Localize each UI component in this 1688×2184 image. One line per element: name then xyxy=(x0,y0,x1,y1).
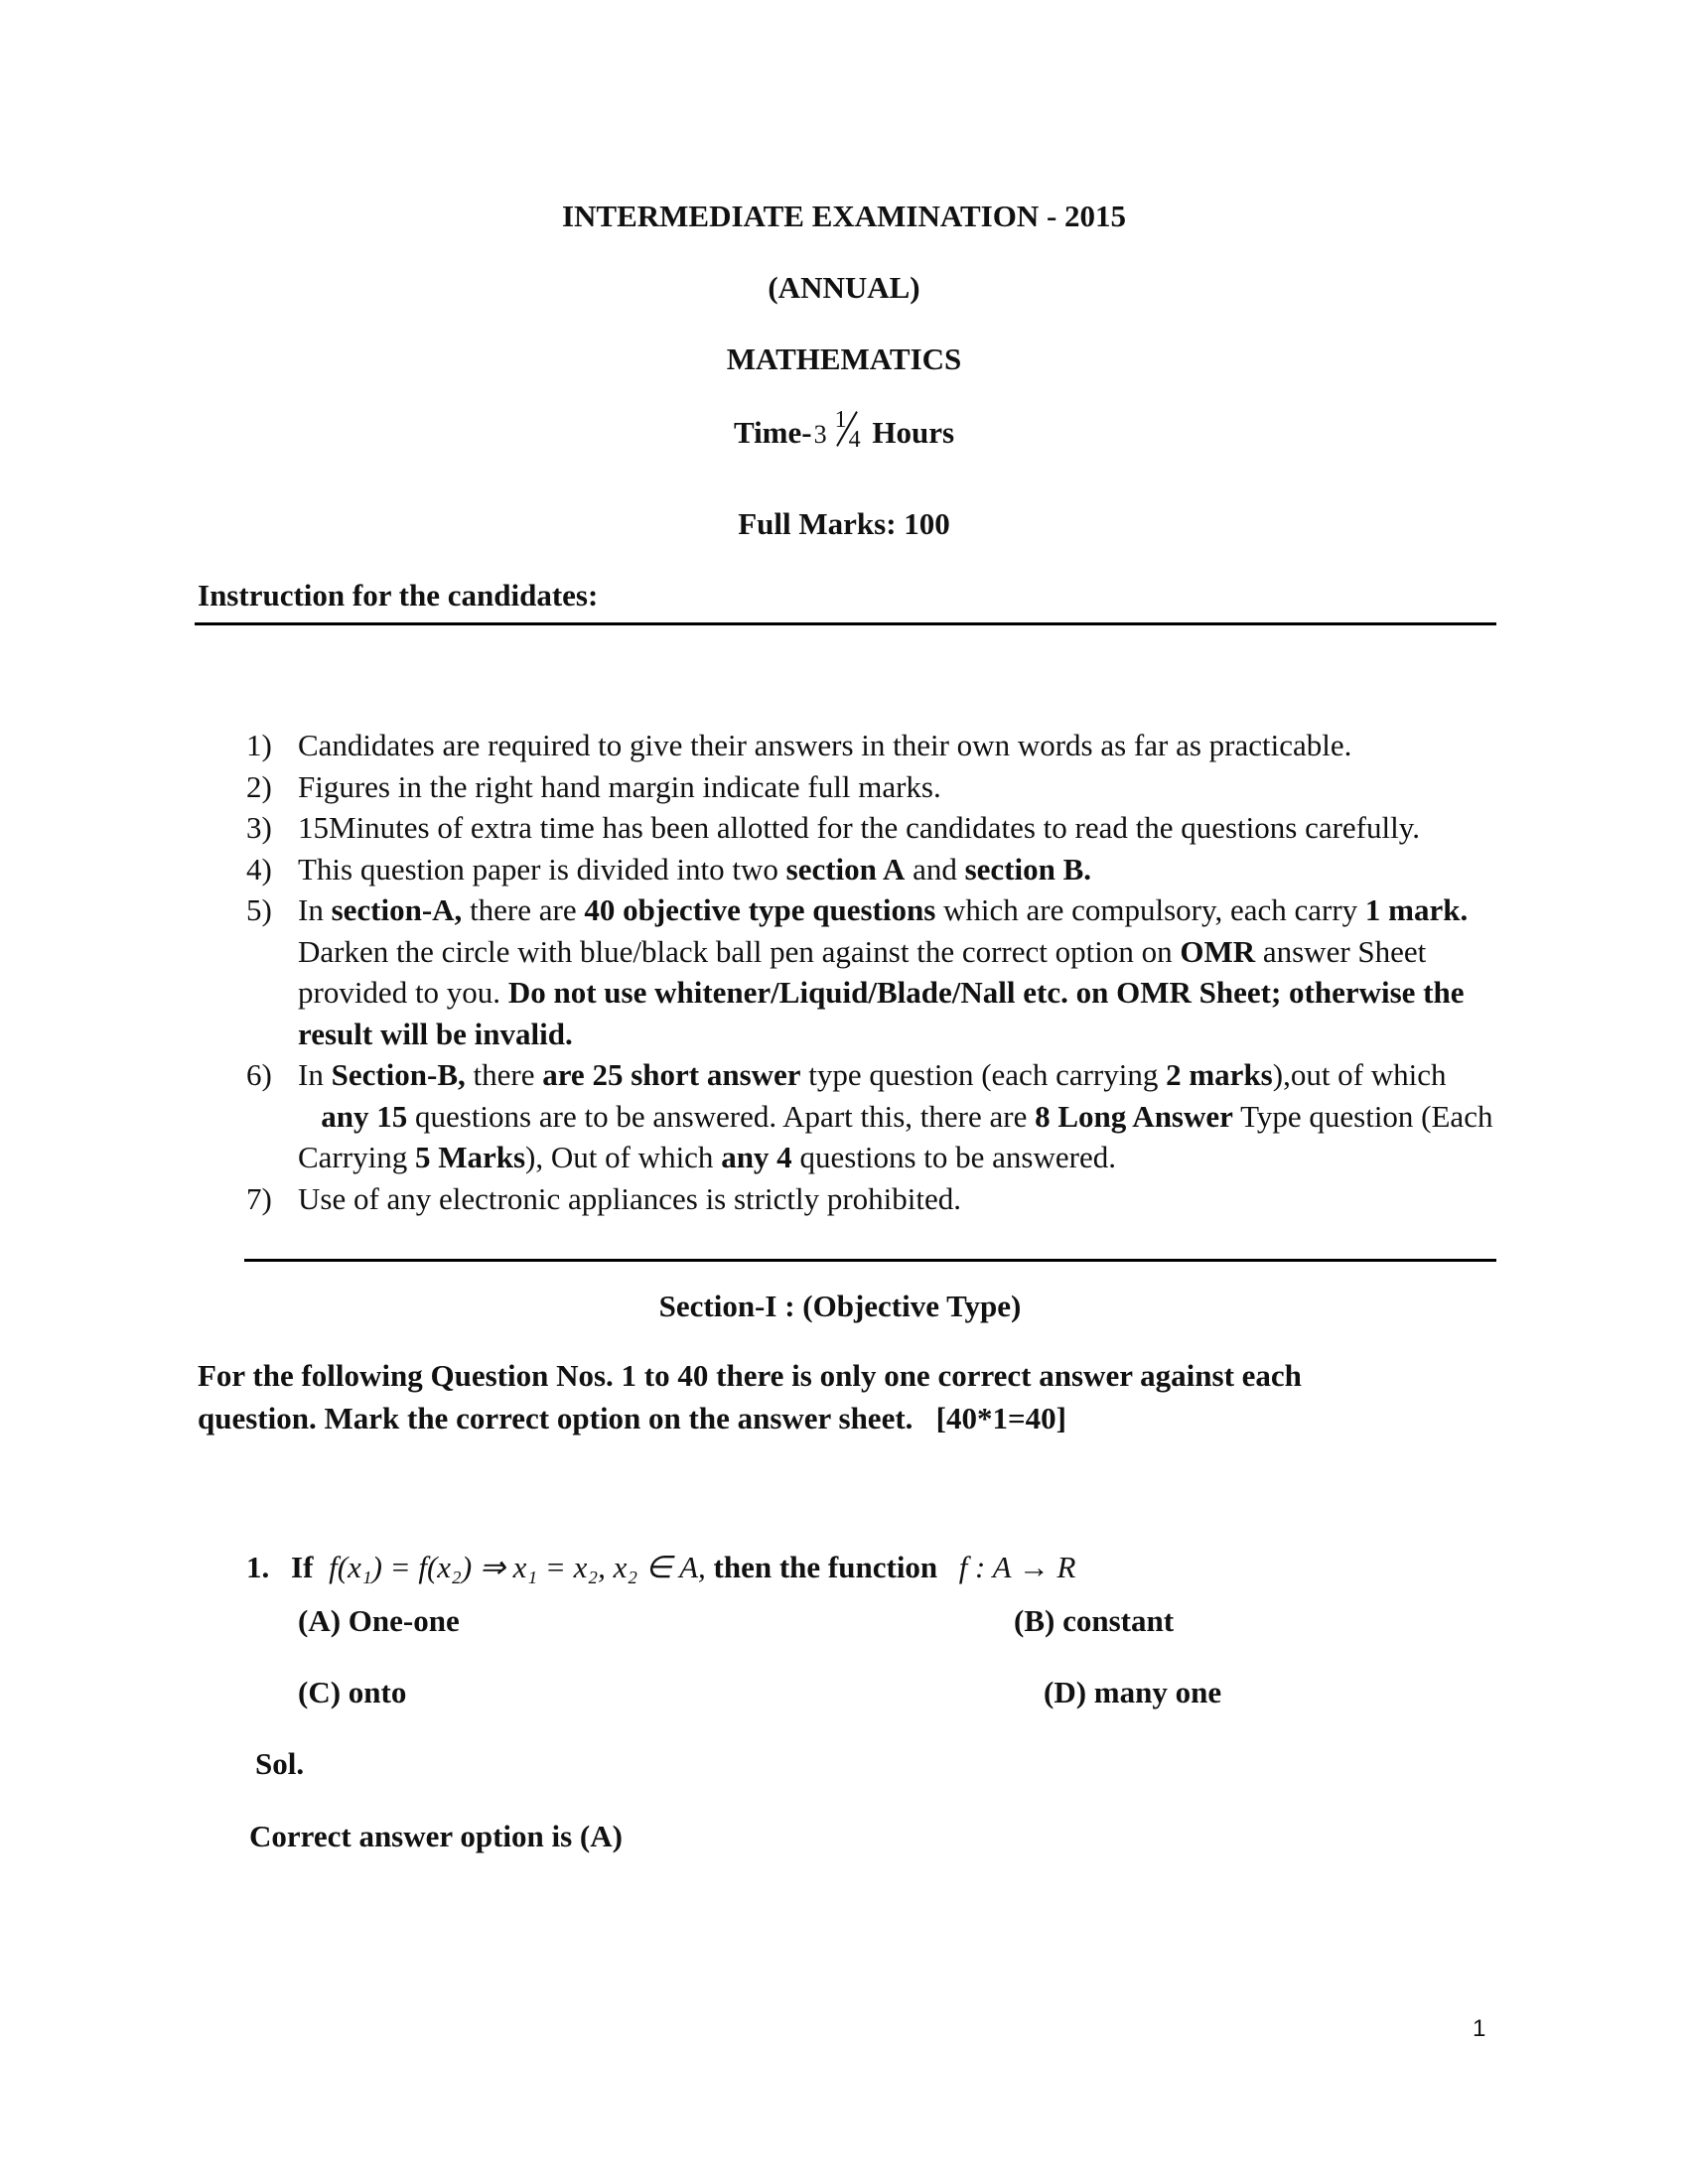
instruction-emphasis: section-A, xyxy=(331,892,463,927)
instruction-number: 2) xyxy=(246,768,272,804)
instruction-emphasis: any 15 xyxy=(321,1098,408,1134)
instruction-emphasis: are 25 short answer xyxy=(542,1057,801,1092)
question-math-function: f : A → R xyxy=(958,1550,1076,1584)
full-marks: Full Marks: 100 xyxy=(738,506,950,541)
instruction-text: 15Minutes of extra time has been allotted for the candidates to read the questions carefully. xyxy=(298,810,1420,845)
option-a[interactable]: (A) One-one xyxy=(298,1603,460,1638)
subject-title: MATHEMATICS xyxy=(726,341,962,376)
instruction-text: Type question (Each Carrying xyxy=(298,1098,1493,1174)
correct-answer: Correct answer option is (A) xyxy=(249,1819,623,1853)
instruction-text: and xyxy=(905,851,965,887)
instruction-number: 7) xyxy=(246,1180,272,1216)
time-whole: 3 xyxy=(813,420,827,449)
instruction-item xyxy=(246,725,1517,766)
instruction-text: Use of any electronic appliances is strictly prohibited. xyxy=(298,1180,962,1216)
instruction-text: Darken the circle with blue/black ball pen against the correct option on xyxy=(298,933,1181,969)
instruction-number: 3) xyxy=(246,810,272,845)
instruction-number: 5) xyxy=(246,892,272,927)
instruction-text: answer Sheet provided to you. xyxy=(298,933,1427,1010)
instruction-text: there are xyxy=(462,892,585,927)
page-number: 1 xyxy=(1473,2015,1486,2042)
instruction-emphasis: OMR xyxy=(1180,933,1256,969)
instruction-text: there xyxy=(465,1057,543,1092)
fraction-numerator: 1 xyxy=(834,407,847,433)
instruction-text: In xyxy=(298,1057,332,1092)
instruction-item xyxy=(246,849,1517,890)
instruction-emphasis: section A xyxy=(785,851,906,887)
instruction-item xyxy=(246,807,1517,849)
instruction-text: Candidates are required to give their answers in their own words as far as practicable. xyxy=(298,728,1352,762)
instruction-text: type question (each carrying xyxy=(800,1057,1167,1092)
instruction-text: questions to be answered. xyxy=(791,1140,1116,1174)
exam-type: (ANNUAL) xyxy=(768,270,920,305)
instruction-number: 1) xyxy=(246,728,272,762)
question-lead: If xyxy=(291,1550,314,1584)
instruction-item xyxy=(246,1054,1517,1178)
instruction-text: which are compulsory, each carry xyxy=(935,892,1365,927)
instructions-heading: Instruction for the candidates: xyxy=(198,578,599,613)
instructions-divider xyxy=(244,1259,1496,1262)
instruction-emphasis: 8 Long Answer xyxy=(1035,1098,1233,1134)
section-directions-line-2: question. Mark the correct option on the answer sheet. [40*1=40] xyxy=(198,1401,1066,1435)
instruction-item xyxy=(246,766,1517,808)
instruction-item xyxy=(246,1178,1517,1220)
instruction-emphasis: 40 objective type questions xyxy=(584,892,936,927)
instruction-emphasis: 2 marks xyxy=(1166,1057,1273,1092)
solution-label: Sol. xyxy=(255,1746,305,1781)
time-fraction xyxy=(831,407,865,453)
instructions-list xyxy=(246,725,1517,1219)
question-1-stem xyxy=(246,1550,1075,1585)
option-d[interactable]: (D) many one xyxy=(1044,1675,1222,1709)
instruction-text: ),out of which xyxy=(298,1057,1447,1134)
instruction-text: Figures in the right hand margin indicate full marks. xyxy=(298,768,941,804)
section-directions-line-1: For the following Question Nos. 1 to 40 there is only one correct answer against each xyxy=(198,1358,1302,1393)
instruction-text: questions are to be answered. Apart this, there are xyxy=(407,1098,1036,1134)
option-c[interactable]: (C) onto xyxy=(298,1675,407,1709)
time-prefix: Time- xyxy=(733,415,812,450)
section-title: Section-I : (Objective Type) xyxy=(658,1289,1022,1323)
instruction-text: This question paper is divided into two xyxy=(298,851,786,887)
question-math-condition: f(x₁) = f(x₂) ⇒ x₁ = x₂, x₂ ∈ A, xyxy=(329,1550,706,1584)
exam-title: INTERMEDIATE EXAMINATION - 2015 xyxy=(561,199,1127,233)
exam-duration xyxy=(0,407,1688,453)
instruction-emphasis: Do not use whitener/Liquid/Blade/Nall etc. on OMR Sheet; otherwise the result will be invalid. xyxy=(298,975,1465,1051)
question-number: 1. xyxy=(246,1550,270,1584)
instruction-emphasis: 1 mark. xyxy=(1364,892,1469,927)
instruction-text: In xyxy=(298,892,332,927)
instruction-emphasis: section B. xyxy=(964,851,1092,887)
instruction-text: ), Out of which xyxy=(525,1140,722,1174)
time-suffix: Hours xyxy=(872,415,955,450)
option-b[interactable]: (B) constant xyxy=(1014,1603,1175,1638)
instruction-emphasis: 5 Marks xyxy=(414,1140,526,1174)
question-middle-text: then the function xyxy=(705,1550,945,1584)
instruction-number: 4) xyxy=(246,851,272,887)
fraction-denominator: 4 xyxy=(848,427,861,453)
instruction-emphasis: any 4 xyxy=(721,1140,792,1174)
instruction-item xyxy=(246,889,1517,1054)
heading-divider xyxy=(195,622,1496,625)
instruction-number: 6) xyxy=(246,1057,272,1092)
instruction-emphasis: Section-B, xyxy=(331,1057,466,1092)
